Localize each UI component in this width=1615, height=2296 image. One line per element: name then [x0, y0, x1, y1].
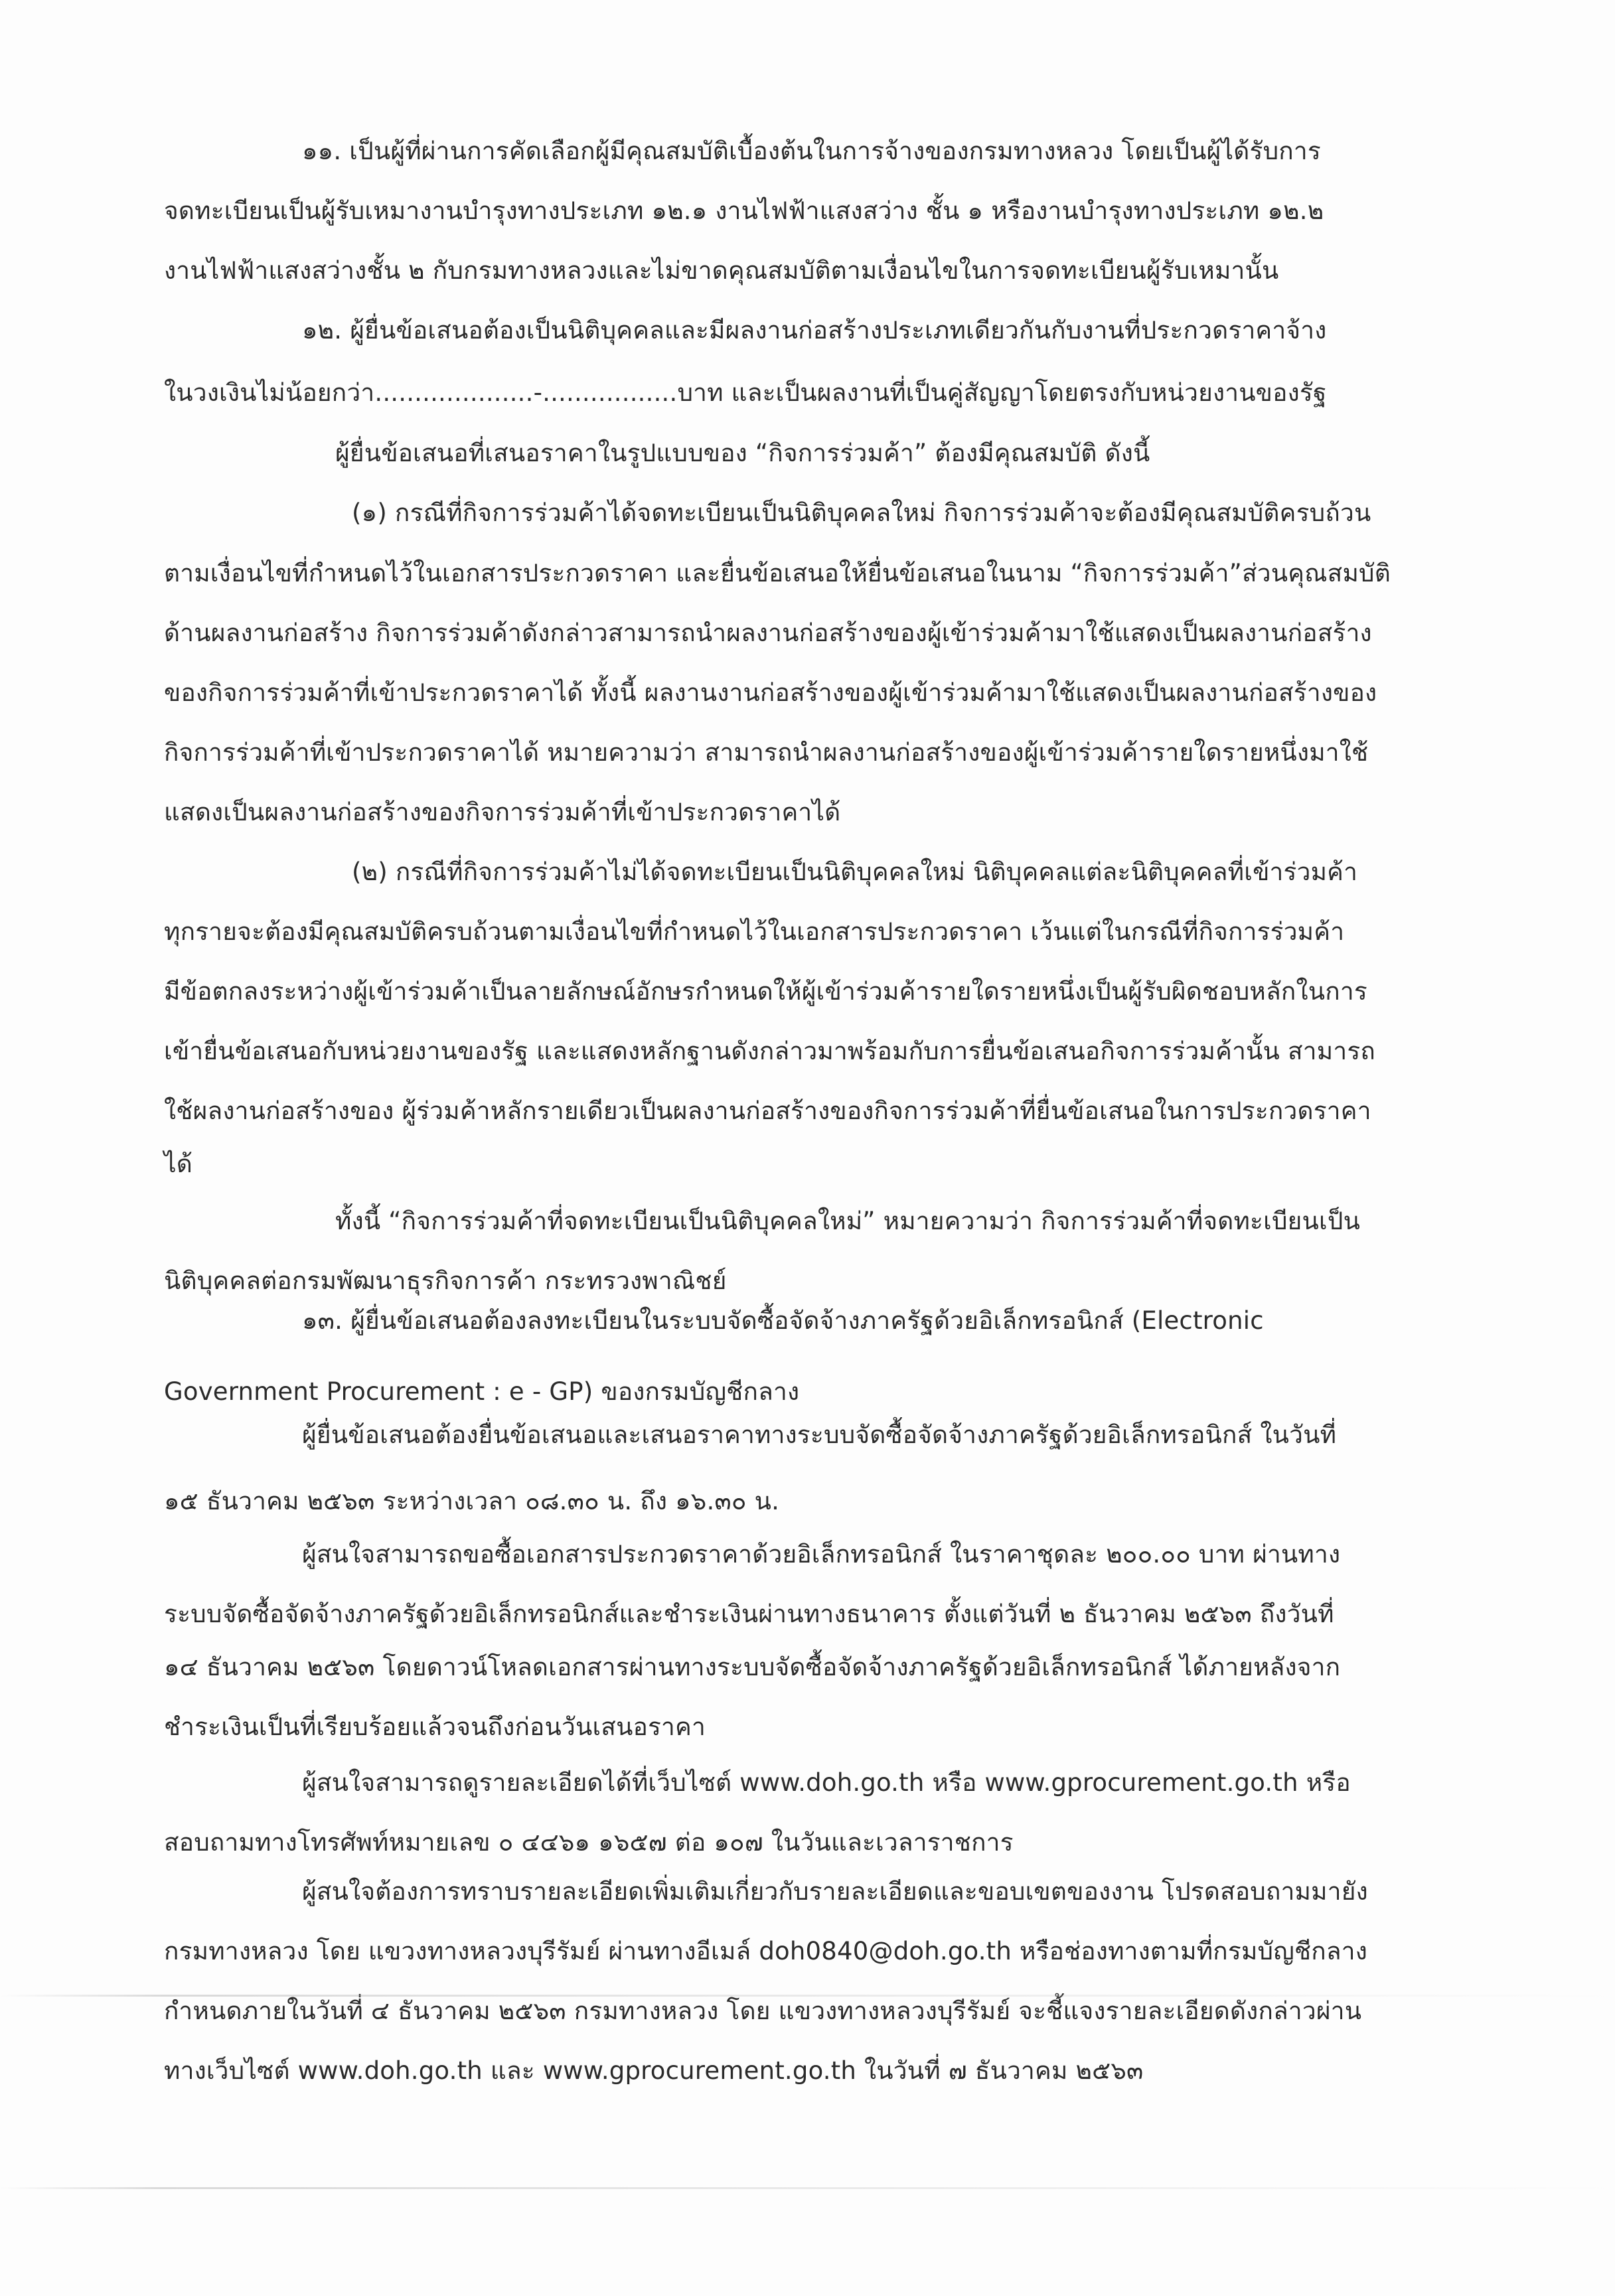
text-line: ผู้สนใจสามารถขอซื้อเอกสารประกวดราคาด้วยอิเล็กทรอนิกส์ ในราคาชุดละ ๒๐๐.๐๐ บาท ผ่านทาง [302, 1540, 1341, 1569]
text-line: ๑๔ ธันวาคม ๒๕๖๓ โดยดาวน์โหลดเอกสารผ่านทางระบบจัดซื้อจัดจ้างภาครัฐด้วยอิเล็กทรอนิกส์ ได้ภายหลังจาก [164, 1653, 1341, 1681]
scan-edge-line [0, 2187, 1615, 2189]
text-line: กรมทางหลวง โดย แขวงทางหลวงบุรีรัมย์ ผ่านทางอีเมล์ doh0840@doh.go.th หรือช่องทางตามที่กรมบัญชีกลาง [164, 1937, 1367, 1965]
text-line: ของกิจการร่วมค้าที่เข้าประกวดราคาได้ ทั้งนี้ ผลงานงานก่อสร้างของผู้เข้าร่วมค้ามาใช้แสดงเป็นผลงานก่อสร้างของ [164, 678, 1377, 707]
text-line: ผู้สนใจต้องการทราบรายละเอียดเพิ่มเติมเกี่ยวกับรายละเอียดและขอบเขตของงาน โปรดสอบถามมายัง [302, 1877, 1368, 1906]
text-line: กิจการร่วมค้าที่เข้าประกวดราคาได้ หมายความว่า สามารถนำผลงานก่อสร้างของผู้เข้าร่วมค้ารายใดรายหนึ่งมาใช้ [164, 738, 1369, 767]
text-line: ชำระเงินเป็นที่เรียบร้อยแล้วจนถึงก่อนวันเสนอราคา [164, 1713, 706, 1741]
text-line: แสดงเป็นผลงานก่อสร้างของกิจการร่วมค้าที่เข้าประกวดราคาได้ [164, 798, 841, 826]
text-line: กำหนดภายในวันที่ ๔ ธันวาคม ๒๕๖๓ กรมทางหลวง โดย แขวงทางหลวงบุรีรัมย์ จะชี้แจงรายละเอียดดังกล่าวผ่าน [164, 1997, 1362, 2025]
text-line: ตามเงื่อนไขที่กำหนดไว้ในเอกสารประกวดราคา และยื่นข้อเสนอให้ยื่นข้อเสนอในนาม “กิจการร่วมค้า”ส่วนคุณสมบัติ [164, 559, 1391, 587]
text-line: ทางเว็บไซต์ www.doh.go.th และ www.gprocurement.go.th ในวันที่ ๗ ธันวาคม ๒๕๖๓ [164, 2056, 1144, 2085]
text-line: ๑๓. ผู้ยื่นข้อเสนอต้องลงทะเบียนในระบบจัดซื้อจัดจ้างภาครัฐด้วยอิเล็กทรอนิกส์ (Electronic [302, 1306, 1264, 1335]
text-line: Government Procurement : e - GP) ของกรมบัญชีกลาง [164, 1377, 800, 1406]
text-line: ได้ [164, 1150, 193, 1178]
text-line: ผู้สนใจสามารถดูรายละเอียดได้ที่เว็บไซต์ www.doh.go.th หรือ www.gprocurement.go.th หรือ [302, 1768, 1351, 1797]
text-line: สอบถามทางโทรศัพท์หมายเลข ๐ ๔๔๖๑ ๑๖๕๗ ต่อ ๑๐๗ ในวันและเวลาราชการ [164, 1828, 1014, 1857]
text-line: เข้ายื่นข้อเสนอกับหน่วยงานของรัฐ และแสดงหลักฐานดังกล่าวมาพร้อมกับการยื่นข้อเสนอกิจการร่วมค้านั้น สามารถ [164, 1037, 1375, 1065]
text-line: นิติบุคคลต่อกรมพัฒนาธุรกิจการค้า กระทรวงพาณิชย์ [164, 1266, 727, 1295]
scan-edge-line [0, 1995, 1615, 1997]
text-line: ผู้ยื่นข้อเสนอที่เสนอราคาในรูปแบบของ “กิจการร่วมค้า” ต้องมีคุณสมบัติ ดังนี้ [335, 439, 1150, 467]
text-line: ระบบจัดซื้อจัดจ้างภาครัฐด้วยอิเล็กทรอนิกส์และชำระเงินผ่านทางธนาคาร ตั้งแต่วันที่ ๒ ธันวาคม ๒๕๖๓ ถึงวันที่ [164, 1600, 1334, 1628]
text-line: จดทะเบียนเป็นผู้รับเหมางานบำรุงทางประเภท ๑๒.๑ งานไฟฟ้าแสงสว่าง ชั้น ๑ หรืองานบำรุงทางประเภท ๑๒.๒ [164, 196, 1324, 225]
text-line: ผู้ยื่นข้อเสนอต้องยื่นข้อเสนอและเสนอราคาทางระบบจัดซื้อจัดจ้างภาครัฐด้วยอิเล็กทรอนิกส์ ในวันที่ [302, 1420, 1337, 1449]
text-line: มีข้อตกลงระหว่างผู้เข้าร่วมค้าเป็นลายลักษณ์อักษรกำหนดให้ผู้เข้าร่วมค้ารายใดรายหนึ่งเป็นผู้รับผิดชอบหลักในการ [164, 977, 1367, 1006]
text-line: (๒) กรณีที่กิจการร่วมค้าไม่ได้จดทะเบียนเป็นนิติบุคคลใหม่ นิติบุคคลแต่ละนิติบุคคลที่เข้าร่วมค้า [352, 858, 1358, 886]
text-line: ในวงเงินไม่น้อยกว่า....................-.................บาท และเป็นผลงานที่เป็นคู่สัญญาโดยตรงกับหน่วยงานของรัฐ [164, 378, 1327, 407]
text-line: ใช้ผลงานก่อสร้างของ ผู้ร่วมค้าหลักรายเดียวเป็นผลงานก่อสร้างของกิจการร่วมค้าที่ยื่นข้อเสนอในการประกวดราคา [164, 1097, 1371, 1125]
text-line: ๑๑. เป็นผู้ที่ผ่านการคัดเลือกผู้มีคุณสมบัติเบื้องต้นในการจ้างของกรมทางหลวง โดยเป็นผู้ได้รับการ [302, 137, 1321, 165]
text-line: ๑๒. ผู้ยื่นข้อเสนอต้องเป็นนิติบุคคลและมีผลงานก่อสร้างประเภทเดียวกันกับงานที่ประกวดราคาจ้าง [302, 316, 1327, 344]
text-line: (๑) กรณีที่กิจการร่วมค้าได้จดทะเบียนเป็นนิติบุคคลใหม่ กิจการร่วมค้าจะต้องมีคุณสมบัติครบถ้วน [352, 498, 1371, 527]
text-line: ๑๕ ธันวาคม ๒๕๖๓ ระหว่างเวลา ๐๘.๓๐ น. ถึง ๑๖.๓๐ น. [164, 1487, 780, 1515]
text-line: ด้านผลงานก่อสร้าง กิจการร่วมค้าดังกล่าวสามารถนำผลงานก่อสร้างของผู้เข้าร่วมค้ามาใช้แสดงเป็นผลงานก่อสร้าง [164, 619, 1372, 647]
text-line: ทุกรายจะต้องมีคุณสมบัติครบถ้วนตามเงื่อนไขที่กำหนดไว้ในเอกสารประกวดราคา เว้นแต่ในกรณีที่กิจการร่วมค้า [164, 917, 1345, 946]
text-line: ทั้งนี้ “กิจการร่วมค้าที่จดทะเบียนเป็นนิติบุคคลใหม่” หมายความว่า กิจการร่วมค้าที่จดทะเบียนเป็น [335, 1207, 1361, 1235]
text-line: งานไฟฟ้าแสงสว่างชั้น ๒ กับกรมทางหลวงและไม่ขาดคุณสมบัติตามเงื่อนไขในการจดทะเบียนผู้รับเหมานั้น [164, 256, 1279, 285]
